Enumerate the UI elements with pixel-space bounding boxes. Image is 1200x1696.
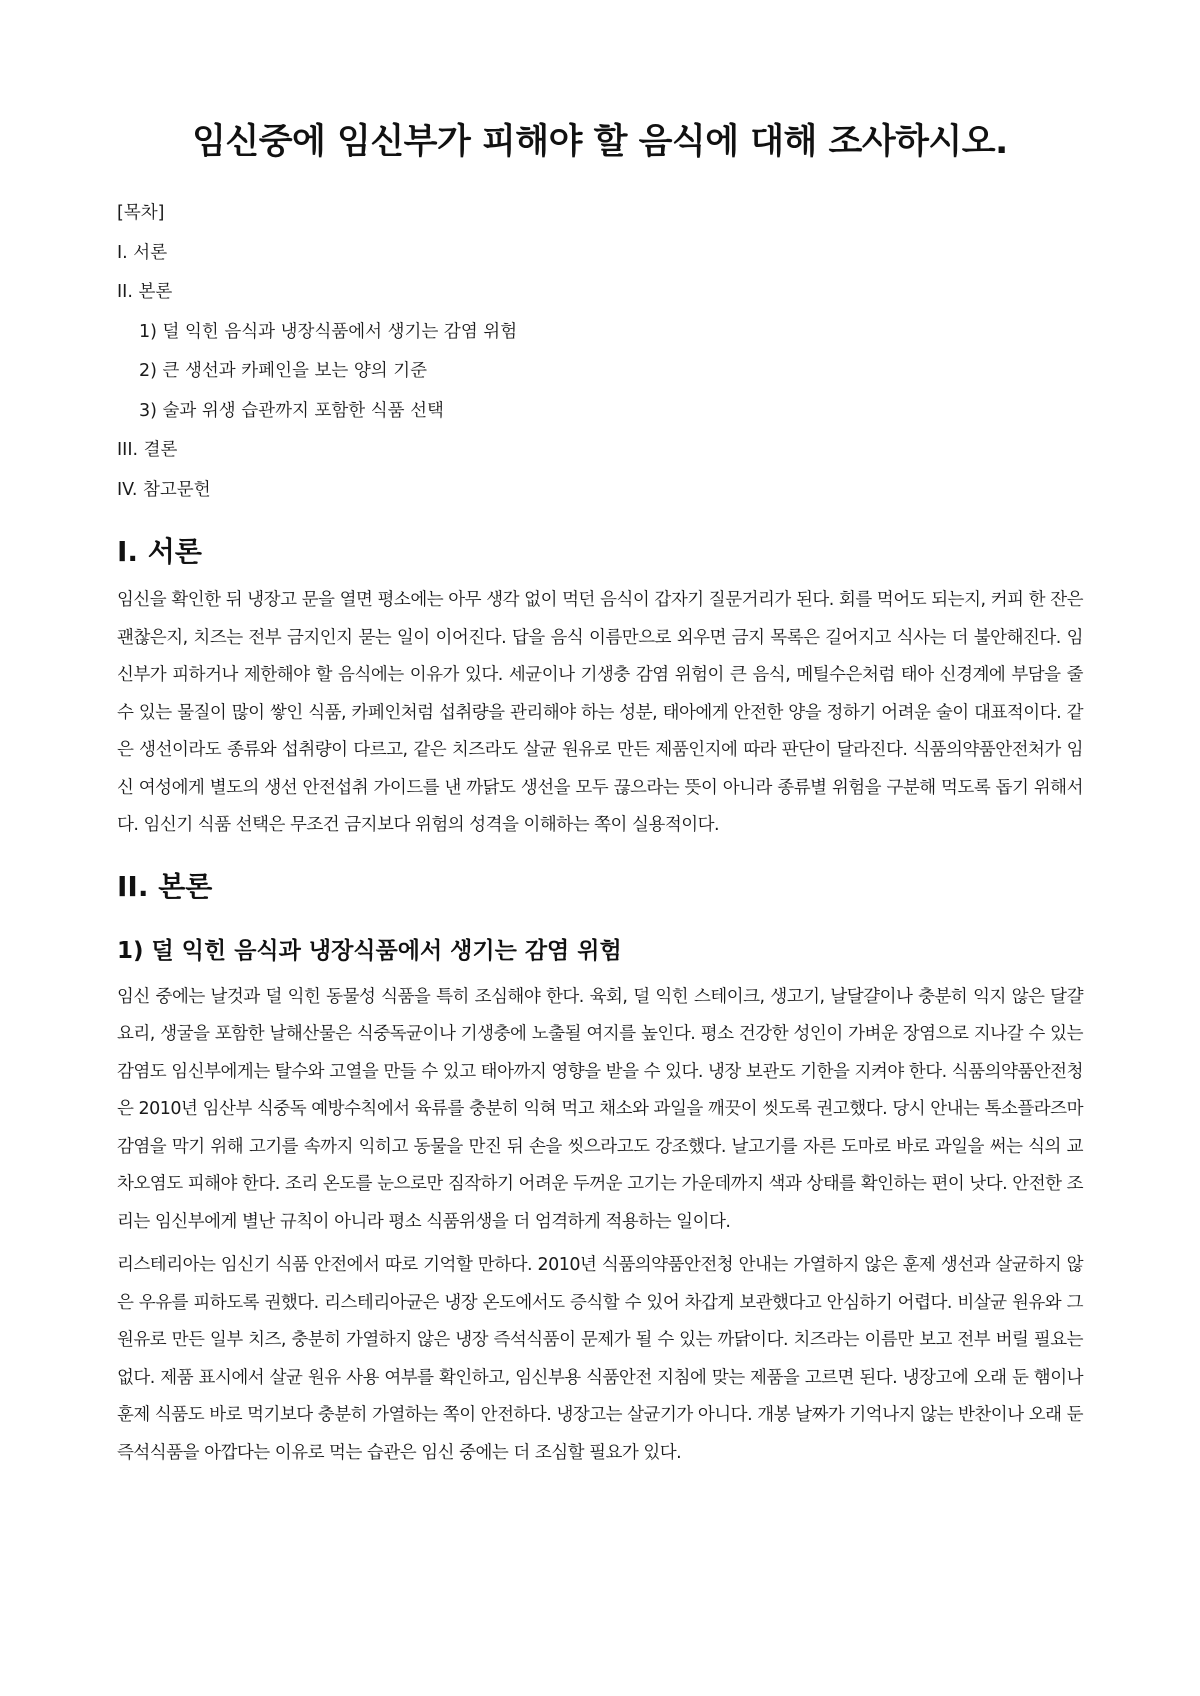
- document-title: 임신중에 임신부가 피해야 할 음식에 대해 조사하시오.: [192, 122, 1008, 162]
- table-of-contents: [117, 194, 1083, 510]
- toc-item-body-sub1: 1) 덜 익힌 음식과 냉장식품에서 생기는 감염 위험: [139, 321, 518, 342]
- toc-item-conclusion: III. 결론: [117, 440, 178, 460]
- body-heading: II. 본론: [117, 869, 213, 903]
- intro-heading: I. 서론: [117, 535, 202, 568]
- intro-paragraph: 임신을 확인한 뒤 냉장고 문을 열면 평소에는 아무 생각 없이 먹던 음식이 갑자기 질문거리가 된다. 회를 먹어도 되는지, 커피 한 잔은 괜찮은지, 치즈는 전부 금지인지 묻는 일이 이어진다. 답을 음식 이름만으로 외우면 금지 목록은 길어지고 식사는 더 불안해진다. 임신부가 피하거나 제한해야 할 음식에는 이유가 있다. 세균이나 기생충 감염 위험이 큰 음식, 메틸수은처럼 태아 신경계에 부담을 줄 수 있는 물질이 많이 쌓인 식품, 카페인처럼 섭취량을 관리해야 하는 성분, 태아에게 안전한 양을 정하기 어려운 술이 대표적이다. 같은 생선이라도 종류와 섭취량이 다르고, 같은 치즈라도 살균 원유로 만든 제품인지에 따라 판단이 달라진다. 식품의약품안전처가 임신 여성에게 별도의 생선 안전섭취 가이드를 낸 까닭도 생선을 모두 끊으라는 뜻이 아니라 종류별 위험을 구분해 먹도록 돕기 위해서다. 임신기 식품 선택은 무조건 금지보다 위험의 성격을 이해하는 쪽이 실용적이다.: [117, 590, 1083, 835]
- body-sub1-paragraph-1: 임신 중에는 날것과 덜 익힌 동물성 식품을 특히 조심해야 한다. 육회, 덜 익힌 스테이크, 생고기, 날달걀이나 충분히 익지 않은 달걀 요리, 생굴을 포함한 날해산물은 식중독균이나 기생충에 노출될 여지를 높인다. 평소 건강한 성인이 가벼운 장염으로 지나갈 수 있는 감염도 임신부에게는 탈수와 고열을 만들 수 있고 태아까지 영향을 받을 수 있다. 냉장 보관도 기한을 지켜야 한다. 식품의약품안전청은 2010년 임산부 식중독 예방수칙에서 육류를 충분히 익혀 먹고 채소와 과일을 깨끗이 씻도록 권고했다. 당시 안내는 톡소플라즈마 감염을 막기 위해 고기를 속까지 익히고 동물을 만진 뒤 손을 씻으라고도 강조했다. 날고기를 자른 도마로 바로 과일을 써는 식의 교차오염도 피해야 한다. 조리 온도를 눈으로만 짐작하기 어려운 두꺼운 고기는 가운데까지 색과 상태를 확인하는 편이 낫다. 안전한 조리는 임신부에게 별난 규칙이 아니라 평소 식품위생을 더 엄격하게 적용하는 일이다.: [117, 986, 1083, 1232]
- body-sub1-paragraph-2: 리스테리아는 임신기 식품 안전에서 따로 기억할 만하다. 2010년 식품의약품안전청 안내는 가열하지 않은 훈제 생선과 살균하지 않은 우유를 피하도록 권했다. 리스테리아균은 냉장 온도에서도 증식할 수 있어 차갑게 보관했다고 안심하기 어렵다. 비살균 원유와 그 원유로 만든 일부 치즈, 충분히 가열하지 않은 냉장 즉석식품이 문제가 될 수 있는 까닭이다. 치즈라는 이름만 보고 전부 버릴 필요는 없다. 제품 표시에서 살균 원유 사용 여부를 확인하고, 임신부용 식품안전 지침에 맞는 제품을 고르면 된다. 냉장고에 오래 둔 햄이나 훈제 식품도 바로 먹기보다 충분히 가열하는 쪽이 안전하다. 냉장고는 살균기가 아니다. 개봉 날짜가 기억나지 않는 반찬이나 오래 둔 즉석식품을 아깝다는 이유로 먹는 습관은 임신 중에는 더 조심할 필요가 있다.: [117, 1255, 1083, 1463]
- body-sub1-heading: 1) 덜 익힌 음식과 냉장식품에서 생기는 감염 위험: [117, 937, 622, 964]
- toc-item-body-sub3: 3) 술과 위생 습관까지 포함한 식품 선택: [139, 400, 444, 421]
- toc-item-body: II. 본론: [117, 282, 173, 302]
- toc-item-references: IV. 참고문헌: [117, 479, 211, 500]
- toc-item-body-sub2: 2) 큰 생선과 카페인을 보는 양의 기준: [139, 361, 428, 381]
- toc-heading: [목차]: [117, 203, 165, 223]
- toc-item-introduction: I. 서론: [117, 242, 168, 263]
